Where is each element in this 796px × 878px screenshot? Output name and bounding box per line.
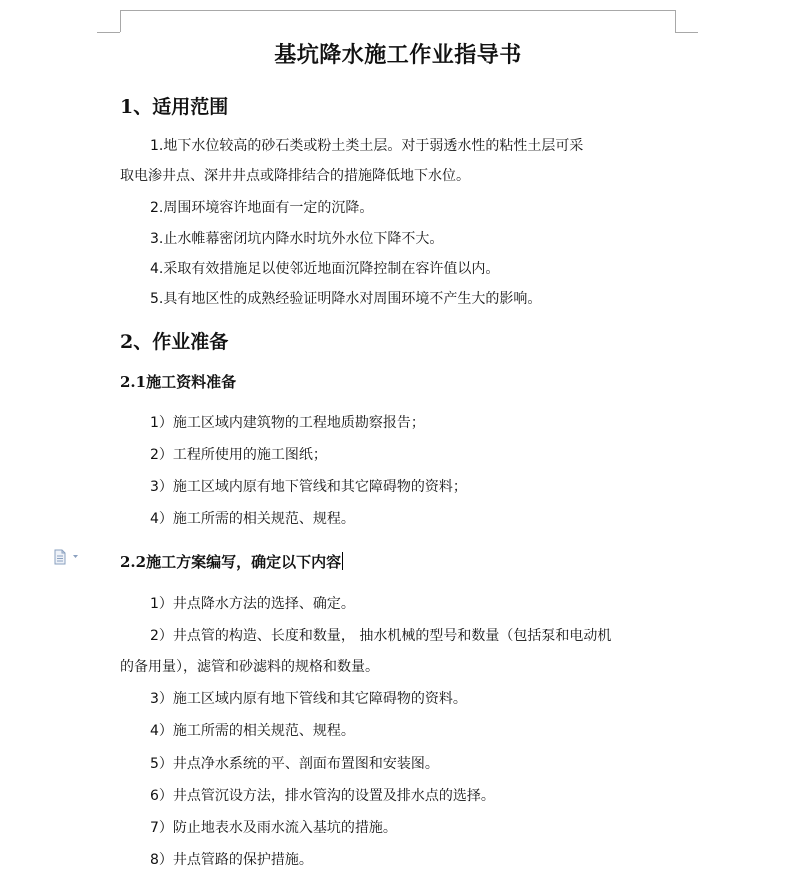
subsection-2-2-item-4[interactable]: 4）施工所需的相关规范、规程。 bbox=[150, 723, 355, 739]
section-1-heading[interactable]: 1、适用范围 bbox=[120, 96, 229, 118]
crop-mark-top-right-horizontal bbox=[675, 32, 698, 33]
page-top-edge bbox=[120, 10, 676, 11]
section-1-paragraph-1-cont[interactable]: 取电渗井点、深井井点或降排结合的措施降低地下水位。 bbox=[120, 168, 470, 184]
section-2-heading[interactable]: 2、作业准备 bbox=[120, 331, 229, 353]
subsection-2-1-item-4[interactable]: 4）施工所需的相关规范、规程。 bbox=[150, 511, 355, 527]
section-1-paragraph-1[interactable]: 1.地下水位较高的砂石类或粉土类土层。对于弱透水性的粘性土层可采 bbox=[150, 138, 584, 154]
crop-mark-top-left-horizontal bbox=[97, 32, 120, 33]
text-cursor bbox=[342, 552, 343, 570]
subsection-2-2-item-7[interactable]: 7）防止地表水及雨水流入基坑的措施。 bbox=[150, 820, 397, 836]
subsection-2-1-item-3[interactable]: 3）施工区域内原有地下管线和其它障碍物的资料； bbox=[150, 479, 467, 495]
section-1-paragraph-5[interactable]: 5.具有地区性的成熟经验证明降水对周围环境不产生大的影响。 bbox=[150, 291, 542, 307]
subsection-2-2-item-6[interactable]: 6）井点管沉设方法，排水管沟的设置及排水点的选择。 bbox=[150, 788, 495, 804]
subsection-2-1-item-1[interactable]: 1）施工区域内建筑物的工程地质勘察报告； bbox=[150, 415, 425, 431]
document-options-icon[interactable] bbox=[53, 549, 81, 565]
subsection-2-2-item-3[interactable]: 3）施工区域内原有地下管线和其它障碍物的资料。 bbox=[150, 691, 467, 707]
subsection-2-2-item-2-cont[interactable]: 的备用量），滤管和砂滤料的规格和数量。 bbox=[120, 659, 379, 675]
document-title[interactable]: 基坑降水施工作业指导书 bbox=[274, 42, 522, 68]
subsection-2-1-heading[interactable]: 2.1施工资料准备 bbox=[120, 373, 237, 391]
section-1-paragraph-2[interactable]: 2.周围环境容许地面有一定的沉降。 bbox=[150, 200, 374, 216]
section-1-paragraph-3[interactable]: 3.止水帷幕密闭坑内降水时坑外水位下降不大。 bbox=[150, 231, 444, 247]
subsection-2-2-item-1[interactable]: 1）井点降水方法的选择、确定。 bbox=[150, 596, 355, 612]
subsection-2-2-item-8[interactable]: 8）井点管路的保护措施。 bbox=[150, 852, 313, 868]
subsection-2-2-heading[interactable] bbox=[120, 551, 343, 572]
crop-mark-top-right-vertical bbox=[675, 10, 676, 32]
section-1-paragraph-4[interactable]: 4.采取有效措施足以使邻近地面沉降控制在容许值以内。 bbox=[150, 261, 500, 277]
subsection-2-2-heading-text: 2.2施工方案编写，确定以下内容 bbox=[120, 553, 342, 571]
crop-mark-top-left-vertical bbox=[120, 10, 121, 32]
subsection-2-2-item-2[interactable]: 2）井点管的构造、长度和数量， 抽水机械的型号和数量（包括泵和电动机 bbox=[150, 628, 612, 644]
subsection-2-2-item-5[interactable]: 5）井点净水系统的平、剖面布置图和安装图。 bbox=[150, 756, 439, 772]
subsection-2-1-item-2[interactable]: 2）工程所使用的施工图纸； bbox=[150, 447, 327, 463]
